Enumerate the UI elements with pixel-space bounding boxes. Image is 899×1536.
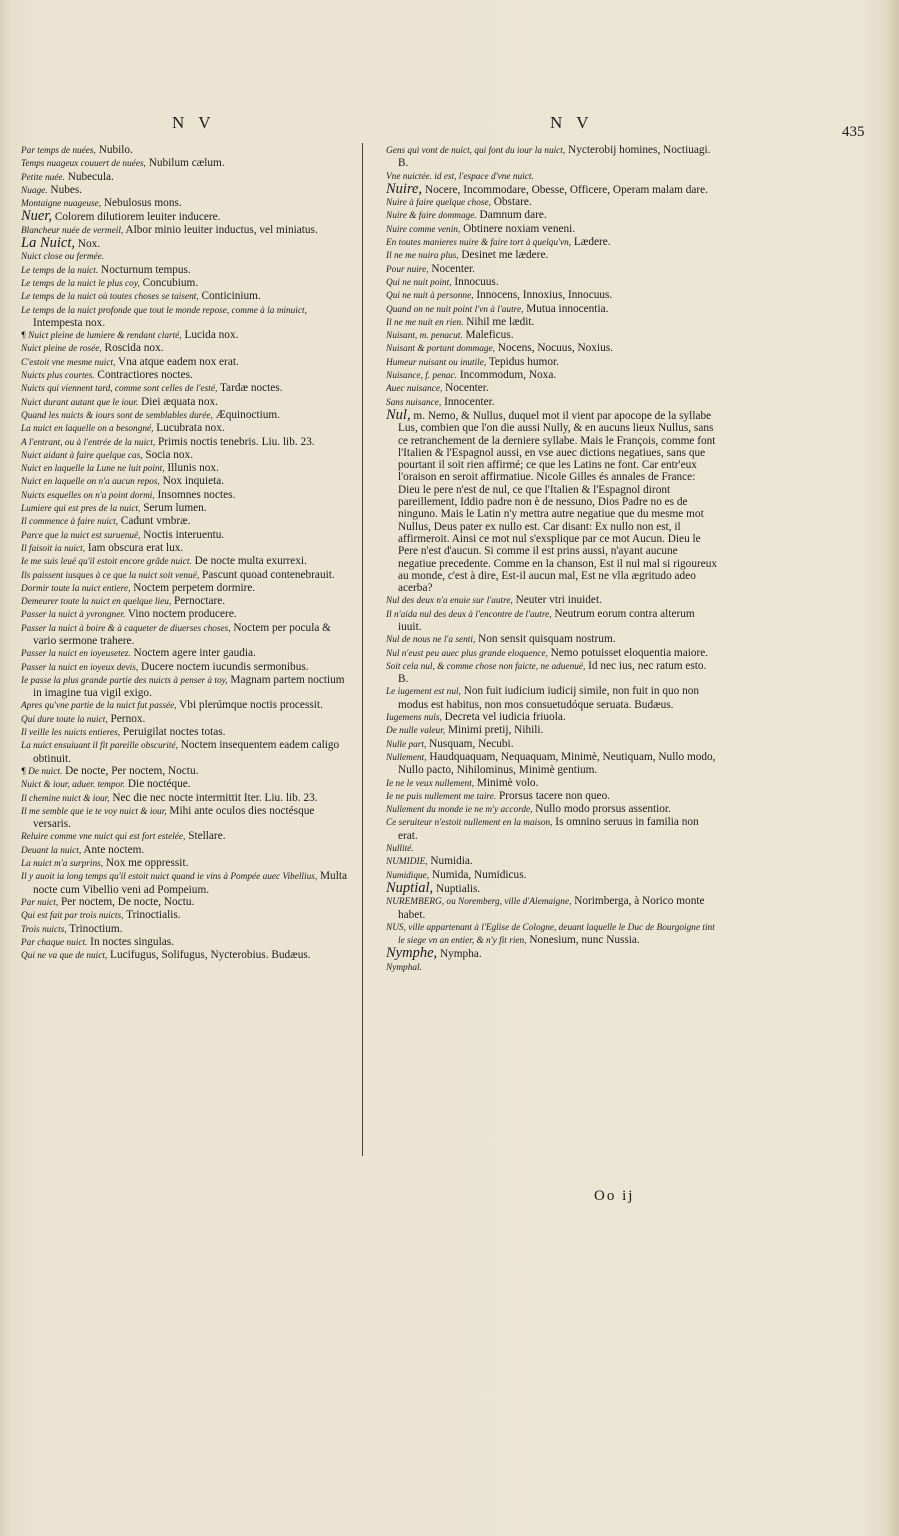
entry-latin: Magnam partem noctium in imagine tua vigil exigo.: [33, 673, 345, 700]
dictionary-entry: [21, 949, 353, 962]
entry-french: Nulle part,: [386, 739, 427, 750]
entry-french: Nuict & iour, aduer. tempor.: [21, 780, 126, 791]
entry-french: Nuer,: [21, 208, 53, 225]
entry-latin: Vino noctem producere.: [125, 608, 237, 621]
entry-french: Nuire,: [386, 180, 423, 197]
entry-latin: Neutrum eorum contra alterum iuuit.: [398, 607, 695, 633]
entry-latin: Nullo modo prorsus assentior.: [532, 803, 671, 816]
dictionary-entry: [21, 489, 353, 502]
entry-french: Nuict aidant à faire quelque cas,: [21, 450, 143, 461]
entry-latin: Minimi pretij, Nihili.: [445, 724, 544, 737]
dictionary-entry: [21, 870, 353, 896]
entry-latin: Nebulosus mons.: [101, 197, 182, 210]
entry-latin: Haudquaquam, Nequaquam, Minimè, Neutiquam, Nullo modo, Nullo pacto, Nihilominus, Minimè gentium.: [398, 750, 716, 777]
dictionary-entry: [21, 857, 353, 870]
dictionary-entry: [386, 316, 718, 329]
dictionary-entry: [21, 184, 353, 197]
dictionary-entry: [386, 249, 718, 262]
entry-latin: Innocuus.: [451, 275, 499, 288]
entry-latin: Albor minio leuiter inductus, vel miniatus.: [123, 223, 318, 236]
entry-french: Numidique,: [386, 870, 430, 881]
entry-french: La nuict ensuiuant il fit pareille obscurité,: [21, 741, 178, 752]
entry-french: Nul,: [386, 406, 411, 423]
entry-french: NUS, ville appartenant à l'Eglise de Cologne, deuant laquelle le Duc de Bourgoigne tint le siege vn an entier, & n'y fit rien,: [386, 922, 715, 947]
entry-latin: Numidia.: [427, 855, 473, 868]
entry-french: Soit cela nul, & comme chose non faicte, ne aduenuë,: [386, 661, 586, 672]
entry-latin: Per noctem, De nocte, Noctu.: [58, 895, 195, 908]
dictionary-entry: [386, 633, 718, 646]
entry-latin: Lædere.: [571, 236, 611, 249]
entry-french: Il n'aida nul des deux à l'encontre de l'autre,: [386, 609, 552, 620]
dictionary-entry: [386, 711, 718, 724]
dictionary-entry: [386, 144, 718, 170]
entry-french: Il chemine nuict & iour,: [21, 793, 110, 804]
entry-french: Le temps de la nuict le plus coy,: [21, 278, 140, 289]
entry-latin: Innocenter.: [441, 395, 495, 408]
entry-french: Gens qui vont de nuict, qui font du iour la nuict,: [386, 146, 566, 156]
dictionary-entry: [386, 738, 718, 751]
entry-latin: Iam obscura erat lux.: [85, 541, 184, 554]
entry-french: Nuire comme venin,: [386, 224, 461, 235]
dictionary-entry: [21, 595, 353, 608]
dictionary-entry: [21, 462, 353, 475]
dictionary-entry: [386, 608, 718, 634]
entry-latin: Nec die nec nocte intermittit Iter. Liu. lib. 23.: [109, 791, 318, 804]
entry-latin: Nocens, Nocuus, Noxius.: [494, 342, 613, 355]
entry-french: Dormir toute la nuict entiere,: [21, 583, 131, 594]
entry-french: NUREMBERG, ou Noremberg, ville d'Alemaigne,: [386, 897, 572, 908]
entry-french: Nuire & faire dommage.: [386, 211, 477, 222]
entry-french: Il commence à faire nuict,: [21, 517, 118, 528]
entry-latin: Noctem per pocula & vario sermone trahere.: [33, 621, 331, 647]
dictionary-entry: [386, 724, 718, 737]
entry-latin: Maleficus.: [462, 329, 514, 342]
dictionary-entry: [386, 369, 718, 382]
entry-latin: Obtinere noxiam veneni.: [460, 222, 576, 235]
entry-french: Nuict pleine de rosée,: [21, 344, 102, 355]
dictionary-entry: [21, 647, 353, 660]
entry-latin: Nuptialis.: [433, 882, 481, 895]
entry-french: Blancheur nuée de vermeil,: [21, 225, 124, 236]
dictionary-entry: [21, 290, 353, 303]
entry-latin: Non fuit iudicium iudicij simile, non fuit in quo non modus est habitus, non mos consuetudóque seruata. Budæus.: [398, 685, 700, 711]
entry-french: Montaigne nuageuse,: [21, 199, 102, 210]
dictionary-entry: [386, 196, 718, 209]
entry-latin: Nonesium, nunc Nussia.: [526, 934, 640, 947]
right-running-head: N V: [550, 113, 594, 132]
entry-french: Passer la nuict à boire & à caqueter de diuerses choses,: [21, 623, 231, 634]
dictionary-entry: [21, 356, 353, 369]
entry-french: Nuict en laquelle on n'a aucun repos,: [21, 477, 160, 488]
entry-french: Nul des deux n'a enuie sur l'autre,: [386, 596, 513, 607]
entry-french: Nuage.: [21, 185, 48, 196]
entry-latin: Insomnes noctes.: [154, 488, 236, 501]
entry-french: C'estoit vne mesme nuict,: [21, 357, 116, 368]
dictionary-entry: [386, 406, 718, 595]
entry-latin: Nocenter.: [442, 382, 489, 395]
dictionary-entry: [21, 726, 353, 739]
dictionary-entry: [21, 369, 353, 382]
entry-latin: Pascunt quoad contenebrauit.: [199, 568, 335, 581]
dictionary-entry: [21, 622, 353, 648]
entry-french: Nuisant & portant dommage,: [386, 344, 495, 355]
entry-latin: Serum lumen.: [140, 502, 207, 515]
entry-french: Ie passe la plus grande partie des nuicts à penser à toy,: [21, 675, 228, 686]
entry-latin: Decreta vel iudicia friuola.: [441, 711, 566, 724]
dictionary-entry: [386, 790, 718, 803]
entry-latin: m. Nemo, & Nullus, duquel mot il vient par apocope de la syllabe Lus, combien que l'on die aussi Nully, & en aucuns lieux Nullus, sans ce retranchement de la derniere syllabe. Mais le François, comme font l'Italien & l'Espagnol aussi, en vse auec dictions negatiues, sans que pourtant il soit rien affirmé; ce que les Latins ne font. Car entr'eux l'oraison en seroit affirmatiue. Nicole Gilles és annales de France: Dieu le pere n'est de nul, ce que l'Italien & l'Espagnol diront pareillement, Iddio padre non è de nessuno, Dios Padre no es de ninguno. Mais le Latin n'y mettra autre negatiue que du mesme mot Nullus, Deus pater ex nullo est. Car disant: Ex nullo non est, il affirmeroit. Ainsi ce mot nul s'exsplique par ce mot Aucun. Dieu le Pere n'est d'aucun. Si comme il est prins aussi, n'ayant aucune negatiue precedente. Comme en la chanson, Est il nul mal si rigoureux au monde, c'est à dire, Est-il aucun mal, Est ne vlla ægritudo adeo acerba?: [398, 409, 718, 595]
dictionary-entry: [21, 197, 353, 210]
entry-french: Ils paissent iusques à ce que la nuict soit venuë,: [21, 570, 200, 581]
dictionary-entry: [386, 869, 718, 882]
entry-latin: Die noctéque.: [125, 778, 191, 791]
entry-french: Trois nuicts,: [21, 924, 67, 935]
entry-latin: De nocte, Per noctem, Noctu.: [62, 764, 199, 777]
dictionary-entry: [21, 264, 353, 277]
dictionary-entry: [21, 382, 353, 395]
entry-french: Vne nuictée. id est, l'espace d'vne nuict.: [386, 171, 534, 182]
entry-french: Le iugement est nul,: [386, 687, 461, 698]
dictionary-entry: [21, 342, 353, 355]
dictionary-entry: [386, 879, 718, 896]
dictionary-entry: [21, 792, 353, 805]
dictionary-entry: [386, 947, 718, 960]
dictionary-entry: [386, 356, 718, 369]
dictionary-entry: [386, 777, 718, 790]
entry-latin: Ante noctem.: [81, 843, 145, 856]
entry-latin: Conticinium.: [198, 290, 261, 303]
entry-latin: Vbi plerúmque noctis processit.: [176, 699, 323, 712]
entry-french: Reluire comme vne nuict qui est fort estelée,: [21, 832, 186, 843]
entry-french: Qui dure toute la nuict,: [21, 714, 108, 725]
entry-latin: Numida, Numidicus.: [429, 868, 527, 881]
entry-french: Il y auoit ia long temps qu'il estoit nuict quand ie vins à Pompée auec Vibellius,: [21, 872, 318, 883]
entry-french: Qui ne va que de nuict,: [21, 951, 108, 962]
dictionary-entry: [21, 144, 353, 157]
entry-latin: Nubecula.: [64, 170, 114, 183]
entry-french: Nullement,: [386, 752, 427, 763]
entry-latin: Lucifugus, Solifugus, Nycterobius. Budæus.: [107, 949, 311, 962]
dictionary-entry: [386, 276, 718, 289]
dictionary-entry: [386, 180, 718, 197]
dictionary-entry: [386, 895, 718, 921]
dictionary-entry: [21, 277, 353, 290]
entry-french: Auec nuisance,: [386, 384, 443, 395]
entry-latin: Nycterobij homines, Noctiuagi. B.: [398, 144, 711, 170]
dictionary-entry: [21, 555, 353, 568]
entry-latin: Nympha.: [437, 948, 482, 961]
dictionary-entry: [386, 921, 718, 948]
dictionary-entry: [386, 289, 718, 302]
entry-latin: Norimberga, à Norico monte habet.: [398, 895, 705, 921]
dictionary-entry: [21, 699, 353, 712]
entry-french: Il veille les nuicts entieres,: [21, 728, 121, 739]
dictionary-entry: [21, 805, 353, 831]
entry-french: Nymphal.: [386, 962, 422, 973]
entry-latin: Is omnino seruus in familia non erat.: [398, 816, 699, 842]
entry-latin: Ducere noctem iucundis sermonibus.: [138, 660, 309, 673]
left-column: [21, 144, 353, 962]
dictionary-entry: [386, 751, 718, 777]
dictionary-entry: [21, 582, 353, 595]
entry-latin: Obstare.: [490, 196, 532, 209]
dictionary-entry: [21, 896, 353, 909]
page-number: 435: [842, 124, 865, 140]
dictionary-entry: [21, 909, 353, 922]
dictionary-entry: [21, 396, 353, 409]
dictionary-entry: [21, 674, 353, 700]
dictionary-entry: [21, 830, 353, 843]
entry-latin: Noctem insequentem eadem caligo obtinuit.: [33, 739, 340, 765]
dictionary-entry: [21, 936, 353, 949]
entry-latin: Vna atque eadem nox erat.: [115, 355, 239, 368]
entry-french: Il ne me nuit en rien.: [386, 317, 464, 328]
entry-french: La nuict en laquelle on a besongné,: [21, 424, 154, 435]
dictionary-entry: [21, 329, 353, 342]
entry-latin: Incommodum, Noxa.: [457, 369, 557, 382]
entry-latin: Non sensit quisquam nostrum.: [475, 633, 616, 646]
dictionary-entry: [386, 842, 718, 855]
entry-french: Il ne me nuira plus,: [386, 251, 459, 262]
dictionary-entry: [21, 765, 353, 778]
entry-french: Humeur nuisant ou inutile,: [386, 357, 487, 368]
dictionary-entry: [386, 382, 718, 395]
entry-french: Passer la nuict en ioyeusetez.: [21, 649, 131, 660]
dictionary-entry: [386, 170, 718, 183]
entry-latin: Innocens, Innoxius, Innocuus.: [473, 289, 613, 302]
entry-latin: Noctem perpetem dormire.: [130, 581, 256, 594]
dictionary-entry: [386, 342, 718, 355]
entry-latin: Illunis nox.: [164, 462, 219, 475]
entry-latin: Nox me oppressit.: [103, 857, 189, 870]
entry-french: Nul de nous ne l'a senti,: [386, 635, 476, 646]
dictionary-entry: [386, 647, 718, 660]
entry-french: Le temps de la nuict.: [21, 265, 99, 276]
dictionary-entry: [386, 209, 718, 222]
entry-french: Quand les nuicts & iours sont de semblables durée,: [21, 410, 213, 421]
dictionary-entry: [386, 855, 718, 868]
dictionary-entry: [386, 329, 718, 342]
entry-french: Pour nuire,: [386, 264, 429, 275]
entry-french: Lumiere qui est pres de la nuict,: [21, 504, 141, 515]
dictionary-entry: [21, 475, 353, 488]
entry-latin: Nubilum cælum.: [145, 157, 225, 170]
entry-french: Nuict en laquelle la Lune ne luit point,: [21, 464, 165, 475]
entry-latin: Diei æquata nox.: [138, 395, 218, 408]
entry-french: Parce que la nuict est suruenuë,: [21, 530, 141, 541]
entry-french: Qui ne nuit à personne,: [386, 291, 474, 302]
dictionary-entry: [21, 449, 353, 462]
entry-latin: Intempesta nox.: [33, 316, 106, 329]
entry-latin: Peruigilat noctes totas.: [120, 726, 226, 739]
entry-latin: Concubium.: [139, 276, 199, 289]
entry-latin: Nubilo.: [95, 144, 133, 156]
entry-french: Sans nuisance,: [386, 397, 442, 408]
entry-french: Nullement du monde ie ne m'y accorde,: [386, 805, 533, 816]
entry-french: ¶ De nuict.: [21, 766, 63, 777]
entry-french: Nuict close ou fermée.: [21, 252, 105, 263]
dictionary-entry: [21, 661, 353, 674]
entry-french: Deuant la nuict,: [21, 845, 82, 856]
entry-french: Nuisance, f. penac.: [386, 371, 458, 382]
entry-french: Temps nuageux couuert de nuées,: [21, 159, 146, 170]
entry-latin: Nemo potuisset eloquentia maiore.: [547, 646, 709, 659]
entry-latin: Tardæ noctes.: [217, 382, 283, 395]
entry-latin: Pernoctare.: [171, 595, 226, 608]
entry-latin: Trinoctium.: [66, 922, 123, 935]
entry-latin: Roscida nox.: [101, 342, 164, 355]
entry-latin: Stellare.: [185, 830, 226, 843]
dictionary-entry: [386, 236, 718, 249]
entry-latin: Nox inquieta.: [159, 475, 225, 488]
dictionary-entry: [21, 542, 353, 555]
entry-french: Quand on ne nuit point l'vn à l'autre,: [386, 304, 524, 315]
entry-french: Nullité.: [386, 844, 414, 855]
entry-latin: Colorem dilutiorem leuiter inducere.: [52, 211, 221, 224]
dictionary-entry: [21, 171, 353, 184]
entry-latin: In noctes singulas.: [87, 935, 174, 948]
entry-latin: Lucubrata nox.: [153, 422, 225, 435]
entry-french: Passer la nuict à yvrongner.: [21, 610, 126, 621]
entry-french: Qui ne nuit point,: [386, 277, 452, 288]
dictionary-entry: [21, 237, 353, 250]
signature-mark: Oo ij: [594, 1188, 635, 1204]
entry-french: Nuicts plus courtes.: [21, 371, 95, 382]
dictionary-entry: [386, 223, 718, 236]
dictionary-entry: [21, 502, 353, 515]
entry-latin: Prorsus tacere non queo.: [496, 789, 611, 802]
dictionary-entry: [386, 263, 718, 276]
entry-latin: Contractiores noctes.: [94, 369, 193, 382]
entry-latin: Trinoctialis.: [123, 909, 181, 922]
entry-latin: Nihil me lædit.: [463, 315, 535, 328]
entry-french: Qui est fait par trois nuicts,: [21, 911, 124, 922]
dictionary-entry: [21, 304, 353, 330]
entry-latin: Pernox.: [107, 712, 146, 725]
entry-latin: Multa nocte cum Vibellio veni ad Pompeium.: [33, 870, 347, 896]
entry-latin: Nocturnum tempus.: [98, 263, 191, 276]
entry-latin: Primis noctis tenebris. Liu. lib. 23.: [155, 435, 315, 448]
entry-french: Nuicts esquelles on n'a point dormi,: [21, 490, 155, 501]
entry-latin: Cadunt vmbræ.: [117, 515, 191, 528]
entry-latin: Noctis interuentu.: [140, 528, 225, 541]
entry-latin: Desinet me lædere.: [458, 249, 549, 262]
dictionary-entry: [21, 608, 353, 621]
dictionary-entry: [21, 210, 353, 223]
entry-french: Par chaque nuict.: [21, 937, 88, 948]
entry-french: Iugemens nuls,: [386, 713, 442, 724]
dictionary-entry: [386, 685, 718, 711]
dictionary-entry: [386, 816, 718, 842]
dictionary-entry: [386, 803, 718, 816]
entry-french: Il me semble que ie te voy nuict & iour,: [21, 806, 167, 817]
entry-french: Par temps de nuées,: [21, 146, 96, 156]
dictionary-entry: [21, 515, 353, 528]
entry-latin: Socia nox.: [142, 448, 194, 461]
entry-french: Nuisant, m. penacut.: [386, 331, 463, 342]
dictionary-entry: [21, 923, 353, 936]
dictionary-entry: [386, 660, 718, 686]
dictionary-entry: [386, 961, 718, 974]
entry-french: En toutes manieres nuire & faire tort à quelqu'vn,: [386, 238, 572, 249]
entry-french: Ce seruiteur n'estoit nullement en la maison,: [386, 818, 553, 829]
entry-latin: Lucida nox.: [181, 329, 239, 342]
dictionary-entry: [386, 396, 718, 409]
entry-latin: Minimè volo.: [474, 776, 539, 789]
entry-latin: Æquinoctium.: [212, 408, 281, 421]
dictionary-entry: [21, 250, 353, 263]
left-running-head: N V: [172, 113, 216, 132]
entry-latin: Neuter vtri inuidet.: [512, 594, 602, 607]
entry-french: Nuptial,: [386, 879, 434, 896]
dictionary-entry: [21, 157, 353, 170]
dictionary-entry: [21, 422, 353, 435]
entry-french: Nymphe,: [386, 945, 438, 962]
right-column: [386, 144, 718, 974]
entry-french: Nuict durant autant que le iour.: [21, 397, 139, 408]
entry-latin: Nocere, Incommodare, Obesse, Officere, Operam malam dare.: [422, 183, 708, 196]
entry-french: Le temps de la nuict où toutes choses se taisent,: [21, 292, 199, 303]
entry-french: Ie ne le veux nullement,: [386, 778, 475, 789]
entry-latin: Nubes.: [47, 183, 83, 196]
entry-french: NUMIDIE,: [386, 857, 428, 868]
entry-latin: Mihi ante oculos dies noctésque versaris.: [33, 804, 315, 831]
entry-latin: Nusquam, Necubi.: [426, 737, 514, 750]
entry-french: Le temps de la nuict profonde que tout le monde repose, comme à la minuict,: [21, 305, 307, 316]
dictionary-entry: [21, 569, 353, 582]
entry-french: Nuire à faire quelque chose,: [386, 198, 491, 209]
entry-latin: Damnum dare.: [476, 209, 547, 222]
entry-french: La nuict m'a surprins,: [21, 859, 104, 870]
entry-latin: Id nec ius, nec ratum esto. B.: [398, 659, 707, 686]
dictionary-entry: [386, 594, 718, 607]
entry-french: Apres qu'vne partie de la nuict fut passée,: [21, 701, 177, 712]
entry-french: Passer la nuict en ioyeux devis,: [21, 662, 139, 673]
column-divider: [362, 143, 363, 1156]
entry-french: Ie ne puis nullement me taire.: [386, 791, 497, 802]
dictionary-entry: [21, 844, 353, 857]
entry-french: A l'entrant, ou à l'entrée de la nuict,: [21, 437, 156, 448]
entry-french: ¶ Nuict pleine de lumiere & rendant clarté,: [21, 331, 182, 342]
entry-french: Nul n'eust peu auec plus grande eloquence,: [386, 648, 548, 659]
dictionary-entry: [21, 529, 353, 542]
entry-french: La Nuict,: [21, 235, 75, 252]
entry-latin: Mutua innocentia.: [523, 302, 609, 315]
entry-latin: De nocte multa exurrexi.: [191, 555, 307, 568]
dictionary-entry: [21, 778, 353, 791]
dictionary-entry: [21, 739, 353, 765]
dictionary-entry: [21, 436, 353, 449]
entry-french: Il faisoit ia nuict,: [21, 543, 86, 554]
entry-latin: Nox.: [74, 238, 101, 251]
entry-french: Petite nuée.: [21, 172, 65, 183]
dictionary-entry: [21, 409, 353, 422]
dictionary-entry: [21, 713, 353, 726]
entry-french: Ie me suis leué qu'il estoit encore grãde nuict.: [21, 557, 192, 568]
dictionary-entry: [386, 303, 718, 316]
entry-latin: Noctem agere inter gaudia.: [130, 647, 256, 660]
entry-french: Nuicts qui viennent tard, comme sont celles de l'esté,: [21, 384, 218, 395]
entry-french: De nulle valeur,: [386, 726, 446, 737]
entry-latin: Tepidus humor.: [486, 355, 559, 368]
entry-french: Demeurer toute la nuict en quelque lieu,: [21, 597, 172, 608]
entry-french: Par nuict,: [21, 897, 59, 908]
entry-latin: Nocenter.: [428, 262, 475, 275]
